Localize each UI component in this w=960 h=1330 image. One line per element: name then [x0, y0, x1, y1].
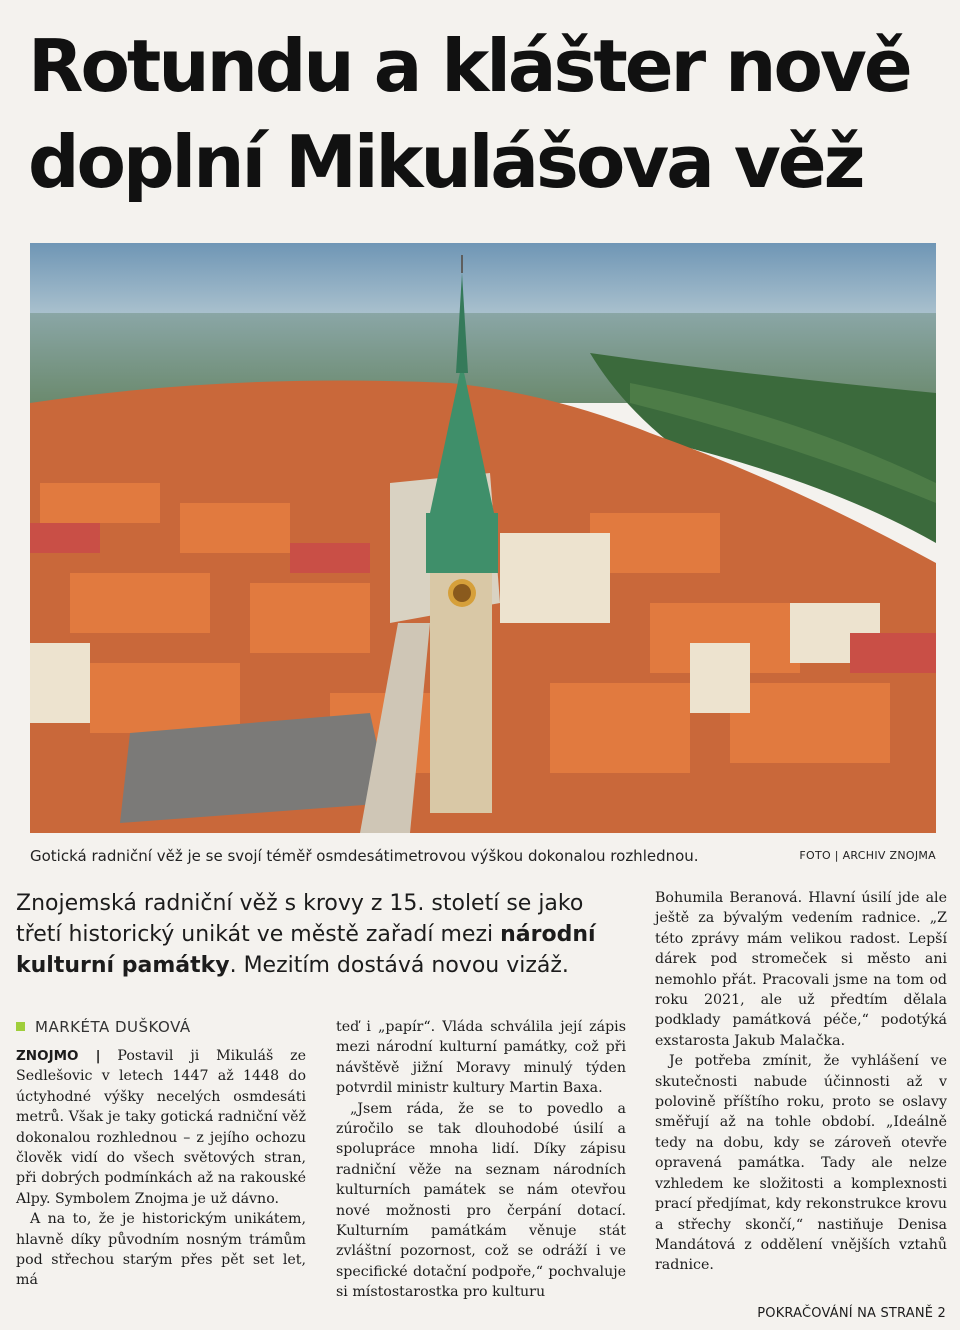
body-column-3: [655, 888, 947, 1276]
body-paragraph: „Jsem ráda, že se to povedlo a zúročilo se tak dlouhodobé úsilí a spolupráce mnoha lidí. Díky zápisu radniční věže na seznam národních kulturních památek se nám otevřou nové možnosti pro čerpání dotací. Kulturním památkám věnuje stát zvláštní pozornost, což se odráží i ve specifické dotační podpoře,“ pochvaluje si místostarostka pro kulturu: [336, 1100, 626, 1301]
lead-text-1: Znojemská radniční věž s krovy z 15. století se jako třetí historický unikát ve městě zařadí mezi: [16, 891, 584, 947]
body-paragraph: A na to, že je historickým unikátem, hlavně díky původním nosným trámům pod střechou starým přes pět set let, má: [16, 1211, 306, 1289]
green-square-icon: [16, 1022, 25, 1031]
lead-paragraph: [16, 888, 616, 981]
headline-line-1: Rotundu a klášter nově: [28, 24, 910, 108]
headline: [28, 18, 948, 210]
body-paragraph: [16, 1046, 306, 1209]
paragraph-text: Postavil ji Mikuláš ze Sedlešovic v letech 1447 až 1448 do úctyhodné výšky necelých osmdesáti metrů. Však je taky gotická radniční věž dokonalou rozhlednou – z jejího ochozu člověk vidí do všech světových stran, při dobrých podmínkách až na rakouské Alpy. Symbolem Znojma je už dávno.: [16, 1048, 306, 1207]
headline-line-2: doplní Mikulášova věž: [28, 120, 863, 204]
body-paragraph: Je potřeba zmínit, že vyhlášení ve skutečnosti nabude účinnosti až v polovině příštího roku, proto se oslavy směřují až na tohle období. „Ideálně tedy na dobu, kdy se zároveň otevře opravená památka. Tady ale nelze vzhledem ke složitosti a komplexnosti prací předjímat, kdy rekonstrukce krovu a střechy skončí,“ nastiňuje Denisa Mandátová z oddělení vnějších vztahů radnice.: [655, 1053, 947, 1274]
lead-text-2: . Mezitím dostává novou vizáž.: [229, 953, 569, 978]
body-paragraph: teď i „papír“. Vláda schválila její zápis mezi národní kulturní památky, což při návštěvě jižní Moravy minulý týden potvrdil ministr kultury Martin Baxa.: [336, 1019, 626, 1097]
author-name: MARKÉTA DUŠKOVÁ: [35, 1018, 191, 1036]
continued-note: POKRAČOVÁNÍ NA STRANĚ 2: [757, 1306, 946, 1321]
photo-caption: [30, 845, 936, 869]
dateline: ZNOJMO |: [16, 1048, 101, 1064]
lead-bold: národní kulturní památky: [16, 922, 596, 978]
photo-credit: FOTO | ARCHIV ZNOJMA: [799, 849, 936, 862]
body-paragraph: Bohumila Beranová. Hlavní úsilí jde ale ještě za bývalým vedením radnice. „Z této zprávy mám velikou radost. Lepší dárek pod stromeček si město ani nemohlo přát. Pracovali jsme na tom od roku 2021, ale už předtím dělala podklady památková péče,“ podotýká exstarosta Jakub Malačka.: [655, 890, 947, 1049]
body-column-2: [336, 1017, 626, 1303]
photo-illustration: [30, 243, 936, 833]
caption-text: Gotická radniční věž je se svojí téměř osmdesátimetrovou výškou dokonalou rozhlednou.: [30, 847, 699, 865]
author-byline: [16, 1018, 316, 1036]
aerial-town-photo: [30, 243, 936, 833]
body-column-1: [16, 1046, 306, 1291]
